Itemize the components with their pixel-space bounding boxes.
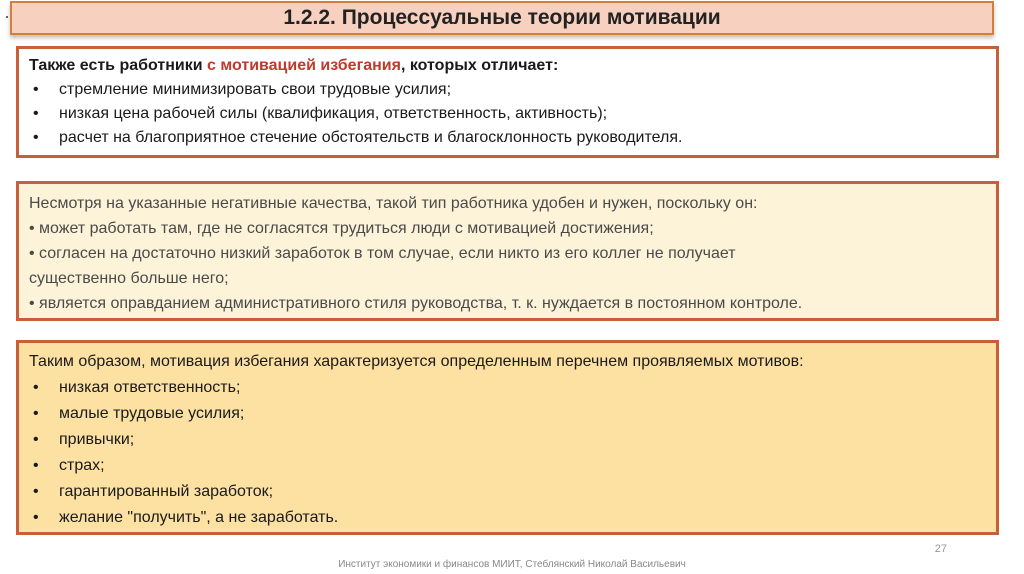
list-item-text: гарантированный заработок; bbox=[59, 483, 274, 500]
bullet-marker: • bbox=[33, 431, 39, 448]
motives-list bbox=[29, 375, 986, 531]
benefits-line: • может работать там, где не согласятся трудиться люди с мотивацией достижения; bbox=[29, 220, 654, 237]
bullet-marker: • bbox=[33, 129, 39, 146]
list-item bbox=[29, 126, 986, 150]
avoidance-traits-box bbox=[16, 46, 999, 158]
bullet-marker: • bbox=[33, 379, 39, 396]
bullet-marker: • bbox=[33, 81, 39, 98]
bullet-marker: • bbox=[33, 483, 39, 500]
intro-highlight: с мотивацией избегания bbox=[207, 57, 401, 74]
page-number: 27 bbox=[934, 543, 947, 555]
list-item-text: привычки; bbox=[59, 431, 135, 448]
intro-text-after: , которых отличает: bbox=[400, 57, 559, 74]
benefits-line: • является оправданием административного стиля руководства, т. к. нуждается в постоянном контроле. bbox=[29, 295, 803, 312]
list-item-text: желание "получить", а не заработать. bbox=[59, 509, 339, 526]
list-item bbox=[29, 78, 986, 102]
list-item-text: стремление минимизировать свои трудовые усилия; bbox=[59, 81, 452, 98]
bullet-marker: • bbox=[33, 509, 39, 526]
list-item bbox=[29, 505, 986, 531]
bullet-marker: • bbox=[33, 457, 39, 474]
list-item-text: расчет на благоприятное стечение обстоятельств и благосклонность руководителя. bbox=[59, 129, 683, 146]
decorative-dot bbox=[6, 16, 8, 18]
footer-text: Институт экономики и финансов МИИТ, Стеблянский Николай Васильевич bbox=[338, 559, 686, 570]
benefits-box bbox=[16, 181, 999, 321]
list-item-text: малые трудовые усилия; bbox=[59, 405, 245, 422]
list-item-text: низкая ответственность; bbox=[59, 379, 241, 396]
motives-intro: Таким образом, мотивация избегания характеризуется определенным перечнем проявляемых мотивов: bbox=[29, 353, 804, 370]
traits-list bbox=[29, 78, 986, 150]
list-item bbox=[29, 375, 986, 401]
slide-title: 1.2.2. Процессуальные теории мотивации bbox=[10, 1, 994, 35]
list-item bbox=[29, 427, 986, 453]
list-item bbox=[29, 102, 986, 126]
bullet-marker: • bbox=[33, 405, 39, 422]
list-item bbox=[29, 453, 986, 479]
list-item bbox=[29, 401, 986, 427]
avoidance-traits-intro bbox=[29, 54, 986, 78]
benefits-intro: Несмотря на указанные негативные качества, такой тип работника удобен и нужен, поскольку он: bbox=[29, 195, 758, 212]
intro-text-before: Также есть работники bbox=[29, 57, 208, 74]
benefits-line: • согласен на достаточно низкий заработок в том случае, если никто из его коллег не получает bbox=[29, 245, 736, 262]
benefits-line: существенно больше него; bbox=[29, 270, 229, 287]
list-item-text: страх; bbox=[59, 457, 105, 474]
list-item-text: низкая цена рабочей силы (квалификация, ответственность, активность); bbox=[59, 105, 608, 122]
motives-box bbox=[16, 340, 999, 535]
list-item bbox=[29, 479, 986, 505]
bullet-marker: • bbox=[33, 105, 39, 122]
